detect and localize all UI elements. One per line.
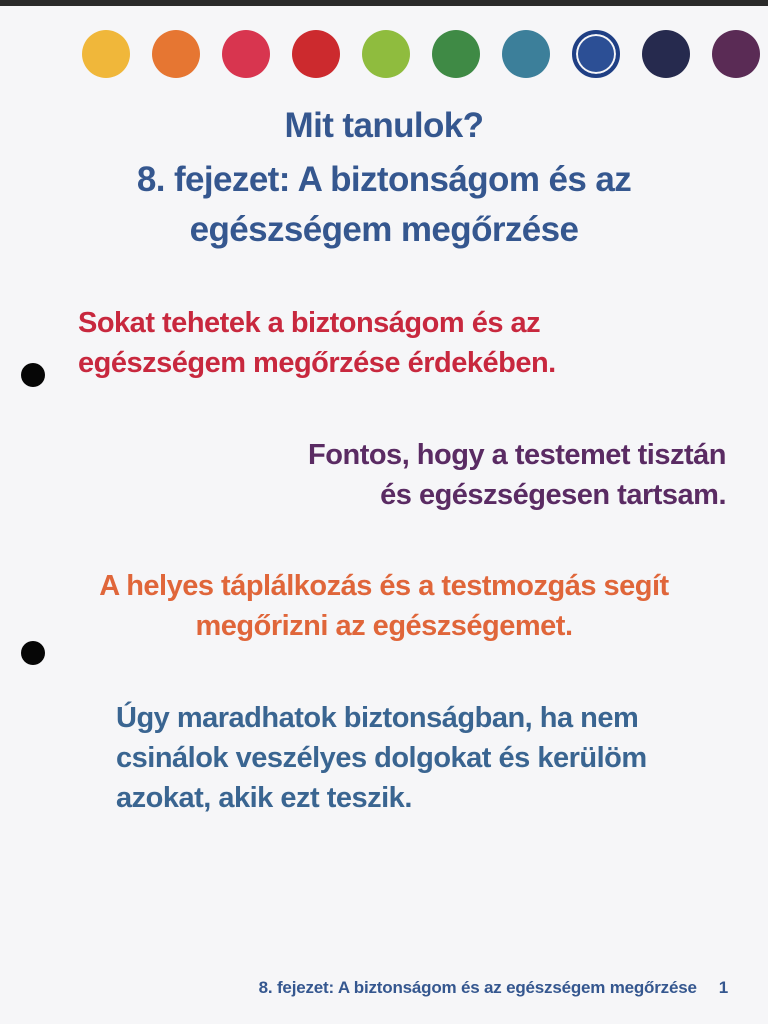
paragraph-line: egészségem megőrzése érdekében. <box>78 347 556 379</box>
page-footer <box>0 978 728 998</box>
page-title: Mit tanulok? <box>284 106 484 145</box>
paragraph-nutrition-exercise <box>0 566 768 646</box>
binder-hole-top <box>21 363 45 387</box>
paragraph-hygiene <box>308 435 726 515</box>
chapter-title-line2: egészségem megőrzése <box>189 210 579 249</box>
color-dot-red <box>292 30 340 78</box>
paragraph-line: és egészségesen tartsam. <box>380 479 726 511</box>
chapter-title-line1: 8. fejezet: A biztonságom és az <box>136 160 632 199</box>
color-dot-green <box>432 30 480 78</box>
color-dot-navy <box>642 30 690 78</box>
color-dot-purple <box>712 30 760 78</box>
paragraph-line: Sokat tehetek a biztonságom és az <box>78 307 541 339</box>
paragraph-line: megőrizni az egészségemet. <box>195 610 573 642</box>
color-dot-pink <box>222 30 270 78</box>
color-dot-teal <box>502 30 550 78</box>
paragraph-line: azokat, akik ezt teszik. <box>116 782 412 814</box>
color-dots-row <box>82 30 762 78</box>
paragraph-line: csinálok veszélyes dolgokat és kerülöm <box>116 742 647 774</box>
color-dot-yellow <box>82 30 130 78</box>
paragraph-line: Úgy maradhatok biztonságban, ha nem <box>116 702 639 734</box>
color-dot-orange <box>152 30 200 78</box>
paragraph-safety-health <box>78 303 556 383</box>
color-dot-blue-selected <box>572 30 620 78</box>
paragraph-line: A helyes táplálkozás és a testmozgás segít <box>99 570 669 602</box>
page-top-edge <box>0 0 768 6</box>
page-number: 1 <box>718 978 728 997</box>
footer-chapter-title: 8. fejezet: A biztonságom és az egészségem megőrzése <box>258 978 697 997</box>
color-dot-light-green <box>362 30 410 78</box>
paragraph-staying-safe <box>116 698 647 818</box>
paragraph-line: Fontos, hogy a testemet tisztán <box>308 439 726 471</box>
